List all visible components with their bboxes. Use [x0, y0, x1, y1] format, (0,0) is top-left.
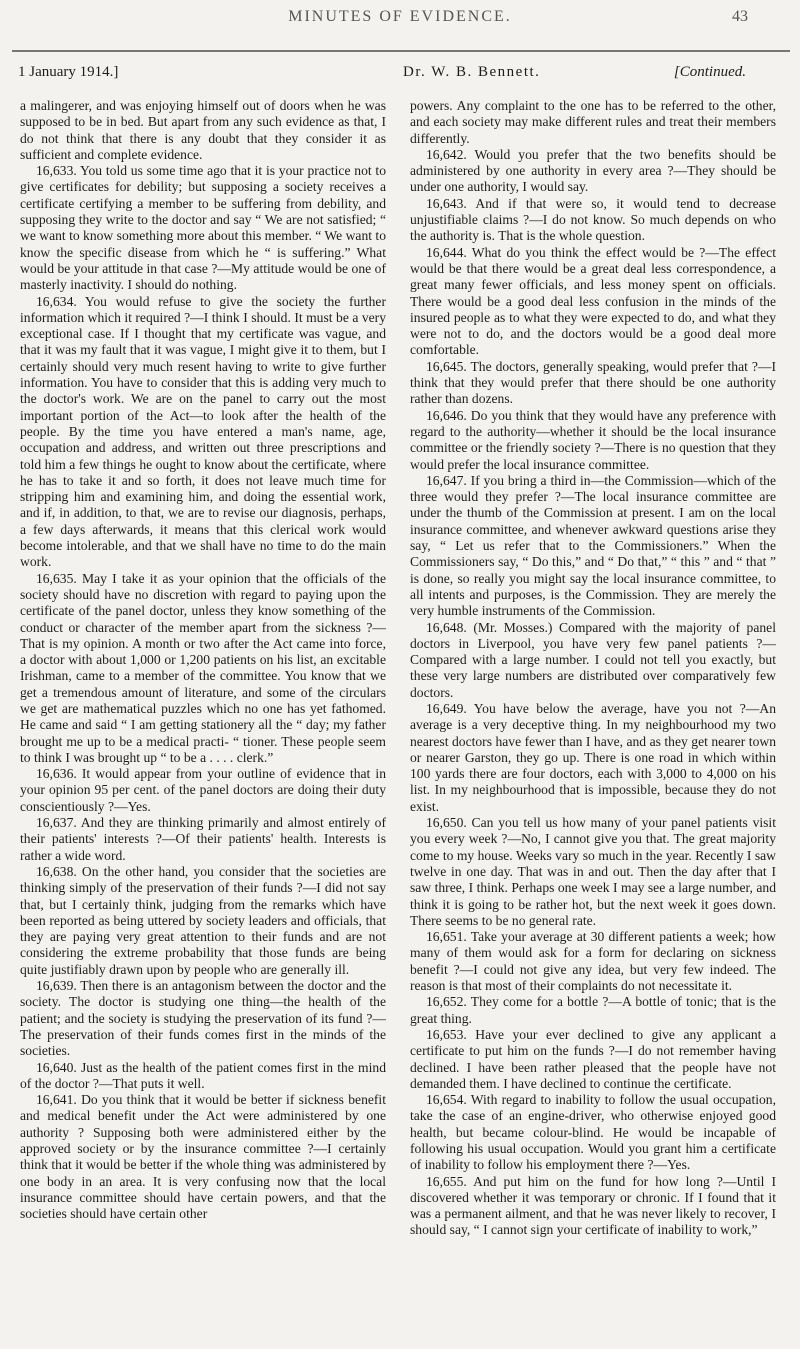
paragraph: 16,655. And put him on the fund for how long ?—Until I discovered whether it was temporary or chronic. If I found that it was a permanent ailment, and that he was never likely to recover, I should say, “ I cannot sign your certificate of inability to work,”	[410, 1173, 776, 1238]
paragraph: 16,638. On the other hand, you consider that the societies are thinking simply of the preservation of their funds ?—I did not say that, but I certainly think, judging from the remarks which have been reported as being uttered by society leaders and officials, that they are paying very great attention to their funds and are not considering the extreme probability that those funds are being quite justifiably drawn upon by people who are generally ill.	[20, 863, 386, 977]
paragraph: a malingerer, and was enjoying himself out of doors when he was supposed to be in bed. But apart from any such evidence as that, I do not think that there is any doubt that they consider it as sufficient and complete evidence.	[20, 98, 386, 162]
right-column	[410, 98, 776, 1239]
paragraph: powers. Any complaint to the one has to be referred to the other, and each society may make different rules and treat their members differently.	[410, 98, 776, 146]
paragraph: 16,647. If you bring a third in—the Commission—which of the three would they prefer ?—The local insurance committee are under the thumb of the Commission at present. I am on the local insurance committee, and whenever awkward questions arise they say, “ Let us refer that to the Commissioners.” When the Commissioners say, “ Do this,” and “ Do that,” “ this ” and “ that ” is done, so really you might say the local insurance committee, to all intents and purposes, is the Commission. They are merely the very humble instruments of the Commission.	[410, 472, 776, 619]
paragraph: 16,650. Can you tell us how many of your panel patients visit you every week ?—No, I cannot give you that. The great majority come to my house. Weeks vary so much in the year. Recently I saw twelve in one day. That was in and out. Then the day after that I saw three, I think. Perhaps one week I may see a large number, and think it is going to be rather hot, but the next week it goes down. There seems to be no general rate.	[410, 815, 776, 928]
paragraph: 16,642. Would you prefer that the two benefits should be administered by one authority in every area ?—They should be under one authority, I would say.	[410, 146, 776, 195]
paragraph: 16,634. You would refuse to give the society the further information which it required ?—I think I should. It must be a very exceptional case. If I thought that my certificate was vague, and that it was my fault that it was vague, I might give it to them, but I certainly should very much resent having to write to give further information. You have to consider that this is adding very much to the doctor's work. We are on the panel to carry out the most important portion of the Act—to look after the health of the people. By the time you have entered a man's name, age, occupation and address, and written out three prescriptions and told him a few things he ought to know about the certificate, where he has to take it and so forth, it does not leave much time for stripping him and examining him, and doing the essential work, and if, in addition, to that, we are to revise our diagnosis, perhaps, a few days afterwards, it means that this clerical work would become intolerable, and that we shall have no time to do the main work.	[20, 293, 386, 570]
paragraph: 16,637. And they are thinking primarily and almost entirely of their patients' interests ?—Of their patients' health. Interests is rather a wide word.	[20, 815, 386, 863]
paragraph: 16,644. What do you think the effect would be ?—The effect would be that there would be a great deal less correspondence, a great many fewer officials, and less money spent on officials. There would be a good deal less confusion in the minds of the insured people as to what they were expected to do, and what they were not to do, and the doctors would be a good deal more comfortable.	[410, 244, 776, 358]
page-header	[0, 0, 800, 92]
header-rule	[12, 50, 790, 52]
witness-name: Dr. W. B. Bennett.	[403, 64, 541, 80]
paragraph: 16,635. May I take it as your opinion that the officials of the society should have no discretion with regard to paying upon the certificate of the panel doctor, unless they know something of the conduct or character of the member apart from the sickness ?—That is my opinion. A month or two after the Act came into force, a doctor with about 1,000 or 1,200 patients on his list, an excitable Irishman, came to a member of the committee. You know that we get a tremendous amount of literature, and some of the circulars we get are mathematical puzzles which no one has yet fathomed. He came and said “ I am getting stationery all the “ day; my father brought me up to be a medical practi- “ tioner. These people seem to think I was brought up “ to be a . . . . clerk.”	[20, 570, 386, 765]
paragraph: 16,641. Do you think that it would be better if sickness benefit and medical benefit under the Act were administered by one authority ? Supposing both were administered either by the approved society or by the insurance committee ?—I certainly think that it would be better if the whole thing was administered by one body in an area. It is very confusing now that the local insurance committee should have certain powers, and that the societies should have certain other	[20, 1092, 386, 1222]
continued-label: [Continued.	[673, 64, 746, 80]
running-title: MINUTES OF EVIDENCE.	[288, 8, 512, 25]
paragraph: 16,646. Do you think that they would have any preference with regard to the authority—whether it should be the local insurance committee or the friendly society ?—There is no question that they would prefer the local insurance committee.	[410, 407, 776, 472]
paragraph: 16,636. It would appear from your outline of evidence that in your opinion 95 per cent. of the panel doctors are doing their duty conscientiously ?—Yes.	[20, 766, 386, 814]
paragraph: 16,643. And if that were so, it would tend to decrease unjustifiable claims ?—I do not know. So much depends on who the authority is. That is the whole question.	[410, 195, 776, 244]
hearing-date: 1 January 1914.]	[18, 64, 119, 80]
left-column	[20, 98, 386, 1222]
paragraph: 16,653. Have your ever declined to give any applicant a certificate to put him on the funds ?—I do not remember having declined. I have been rather pleased that the people have not demanded them. I have declined to continue the certificate.	[410, 1026, 776, 1091]
paragraph: 16,654. With regard to inability to follow the usual occupation, take the case of an engine-driver, who otherwise enjoyed good health, but became colour-blind. He would be incapable of following his usual occupation. Would you grant him a certificate of inability to follow his employment there ?—Yes.	[410, 1092, 776, 1173]
paragraph: 16,639. Then there is an antagonism between the doctor and the society. The doctor is studying one thing—the health of the patient; and the society is studying the preservation of its fund ?—The preservation of their funds comes first in the minds of the societies.	[20, 978, 386, 1059]
paragraph: 16,640. Just as the health of the patient comes first in the mind of the doctor ?—That puts it well.	[20, 1059, 386, 1091]
paragraph: 16,648. (Mr. Mosses.) Compared with the majority of panel doctors in Liverpool, you have very few panel patients ?—Compared with a large number. I could not tell you exactly, but these very large numbers are distributed over comparatively few doctors.	[410, 619, 776, 700]
paragraph: 16,633. You told us some time ago that it is your practice not to give certificates for debility; but supposing a society receives a certificate certifying a member to be suffering from debility, and supposing they write to the doctor and say “ We are not satisfied; “ we want to know something more about this member. “ We want to know the specific disease from which he “ is suffering.” What would be your attitude in that case ?—My attitude would be one of masterly inactivity. I should do nothing.	[20, 163, 386, 293]
paragraph: 16,649. You have below the average, have you not ?—An average is a very deceptive thing. In my neighbourhood my two nearest doctors have fewer than I have, and as they get nearer town or nearer Garston, they go up. There is one road in which within 100 yards there are four doctors, each with 3,000 to 4,000 on his list. In my neighbourhood that is impossible, because they do not exist.	[410, 700, 776, 814]
paragraph: 16,651. Take your average at 30 different patients a week; how many of them would ask for a form for declaring on sickness benefit ?—I could not give any idea, but very few indeed. The reason is that most of their complaints do not necessitate it.	[410, 929, 776, 994]
paragraph: 16,645. The doctors, generally speaking, would prefer that ?—I think that they would prefer that there should be one authority rather than dozens.	[410, 358, 776, 407]
paragraph: 16,652. They come for a bottle ?—A bottle of tonic; that is the great thing.	[410, 994, 776, 1026]
page-number: 43	[732, 8, 748, 25]
